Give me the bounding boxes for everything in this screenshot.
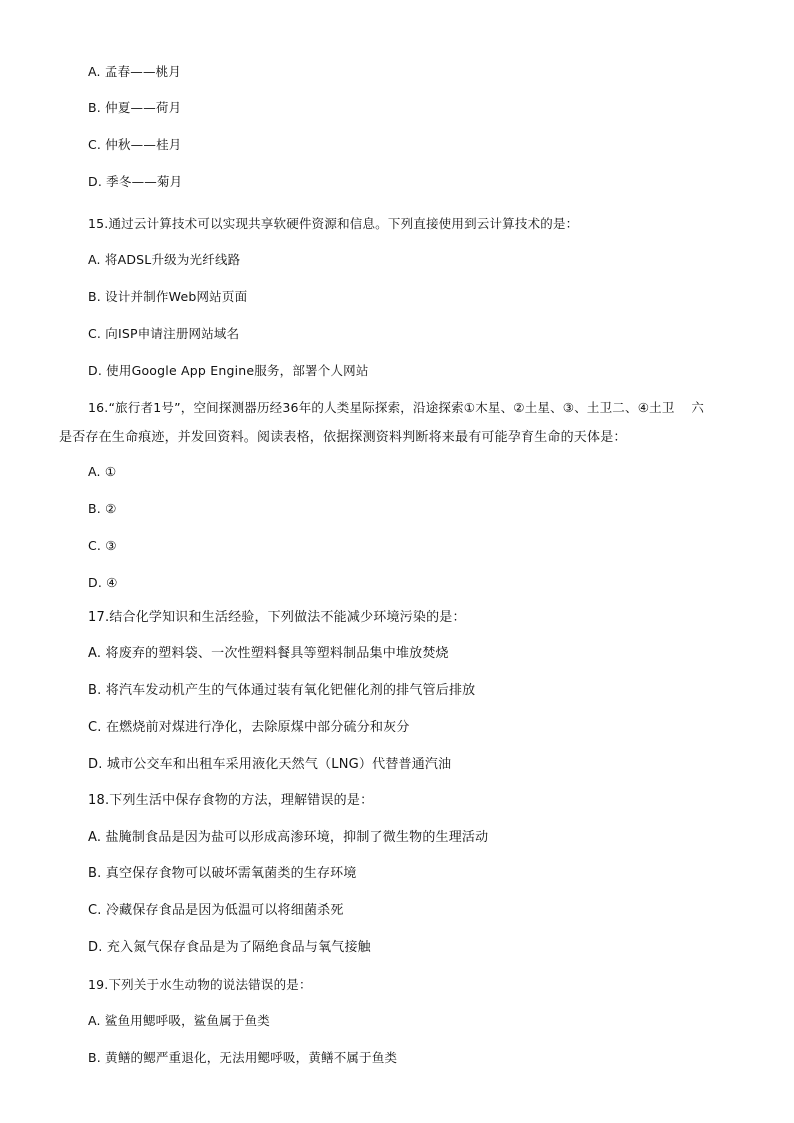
q16-option-a: A. ① — [88, 464, 117, 479]
q15-stem: 15.通过云计算技术可以实现共享软硬件资源和信息。下列直接使用到云计算技术的是： — [88, 216, 579, 231]
q15-option-a: A. 将ADSL升级为光纤线路 — [88, 252, 241, 267]
q16-option-d: D. ④ — [88, 575, 118, 590]
q18-option-d: D. 充入氮气保存食品是为了隔绝食品与氧气接触 — [88, 940, 371, 955]
q14-option-b: B. 仲夏——荷月 — [88, 100, 182, 115]
q18-stem: 18.下列生活中保存食物的方法，理解错误的是： — [88, 793, 374, 808]
q18-option-b: B. 真空保存食物可以破坏需氧菌类的生存环境 — [88, 866, 357, 881]
q17-option-a: A. 将废弃的塑料袋、一次性塑料餐具等塑料制品集中堆放焚烧 — [88, 646, 449, 661]
q16-stem-line1: 16.“旅行者1号”，空间探测器历经36年的人类星际探索，沿途探索①木星、②土星、③、土卫二、④土卫 六 — [88, 400, 705, 415]
q15-option-d: D. 使用Google App Engine服务，部署个人网站 — [88, 363, 369, 378]
q15-option-c: C. 向ISP申请注册网站域名 — [88, 326, 240, 341]
q15-option-b: B. 设计并制作Web网站页面 — [88, 289, 248, 304]
q18-option-a: A. 盐腌制食品是因为盐可以形成高渗环境，抑制了微生物的生理活动 — [88, 830, 489, 845]
q18-option-c: C. 冷藏保存食品是因为低温可以将细菌杀死 — [88, 903, 344, 918]
q17-option-c: C. 在燃烧前对煤进行净化，去除原煤中部分硫分和灰分 — [88, 720, 410, 735]
q17-option-b: B. 将汽车发动机产生的气体通过装有氧化钯催化剂的排气管后排放 — [88, 683, 476, 698]
q19-stem: 19.下列关于水生动物的说法错误的是： — [88, 977, 312, 992]
q19-option-b: B. 黄鳝的鳃严重退化，无法用鳃呼吸，黄鳝不属于鱼类 — [88, 1050, 398, 1065]
q17-option-d: D. 城市公交车和出租车采用液化天然气（LNG）代替普通汽油 — [88, 757, 452, 772]
q17-stem: 17.结合化学知识和生活经验，下列做法不能减少环境污染的是： — [88, 610, 466, 625]
q14-option-c: C. 仲秋——桂月 — [88, 137, 182, 152]
q14-option-d: D. 季冬——菊月 — [88, 174, 183, 189]
q16-option-c: C. ③ — [88, 538, 117, 553]
q19-option-a: A. 鲨鱼用鳃呼吸，鲨鱼属于鱼类 — [88, 1013, 270, 1028]
q16-option-b: B. ② — [88, 501, 117, 516]
q14-option-a: A. 孟春——桃月 — [88, 64, 182, 79]
q16-stem-line2: 是否存在生命痕迹，并发回资料。阅读表格，依据探测资料判断将来最有可能孕育生命的天体是： — [59, 430, 627, 445]
